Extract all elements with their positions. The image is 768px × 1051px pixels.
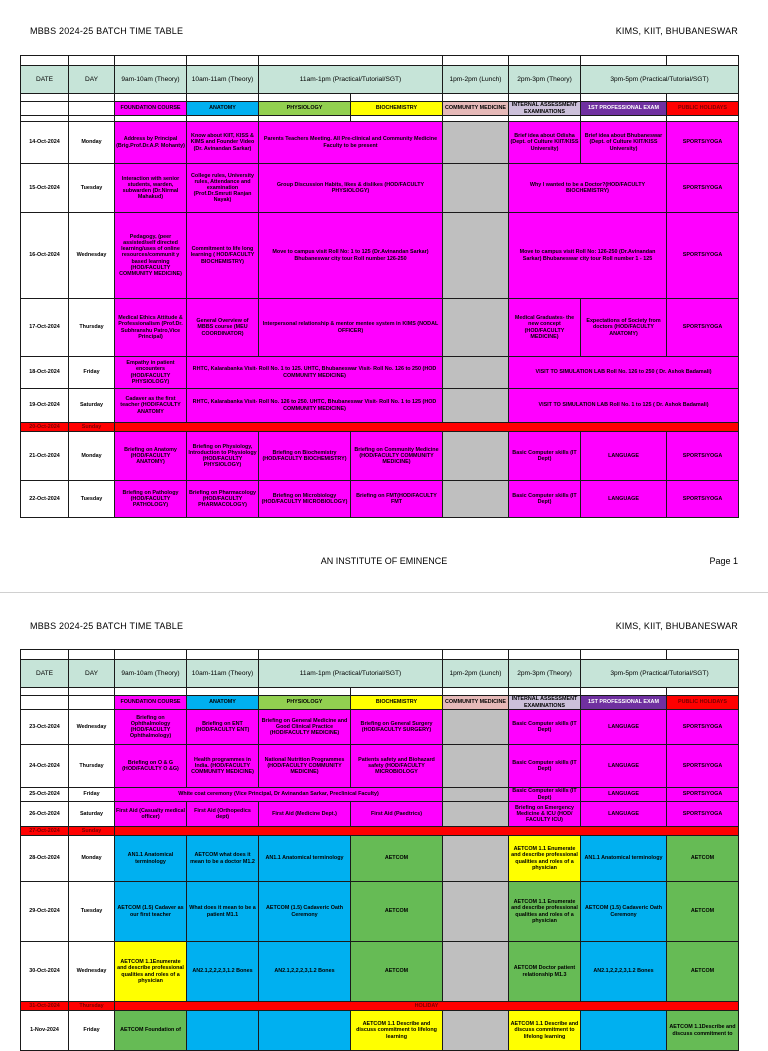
legend-physiology: PHYSIOLOGY <box>259 696 351 710</box>
session-cell: Know about KIIT, KISS & KIMS and Founder Video (Dr. Avinandan Sarkar) <box>187 122 259 164</box>
holiday-row <box>21 827 739 836</box>
session-cell: Basic Computer skills (IT Dept) <box>509 481 581 518</box>
table-row <box>21 745 739 788</box>
session-cell: Medical Ethics Attitude & Professionalism (Prof.Dr. Subhranshu Patro,Vice Principal) <box>115 299 187 357</box>
footer-tagline: AN INSTITUTE OF EMINENCE <box>320 556 448 566</box>
session-cell: AETCOM Doctor patient relationship M1.3 <box>509 942 581 1002</box>
session-cell: First Aid (Medicine Dept.) <box>259 802 351 827</box>
session-cell: Interpersonal relationship & mentor mentee system in KIMS (NODAL OFFICER) <box>259 299 443 357</box>
session-cell: AN2.1,2,2,2,3,1.2 Bones <box>187 942 259 1002</box>
timetable <box>20 649 739 1051</box>
table-row <box>21 299 739 357</box>
session-cell: SPORTS/YOGA <box>667 432 739 481</box>
session-cell <box>187 1011 259 1051</box>
session-cell: AETCOM 1.1Enumerate and describe professional qualities and roles of a physician <box>115 942 187 1002</box>
lunch-cell <box>443 802 509 827</box>
legend-biochemistry: BIOCHEMISTRY <box>351 102 443 116</box>
lunch-cell <box>443 299 509 357</box>
legend-row <box>21 102 739 116</box>
lunch-cell <box>443 432 509 481</box>
session-cell: SPORTS/YOGA <box>667 710 739 745</box>
legend-internal: INTERNAL ASSESSMENT EXAMINATIONS <box>509 696 581 710</box>
session-cell: AN1.1 Anatomical terminology <box>581 836 667 882</box>
session-cell: Patients safety and Biohazard safety (HOD/FACULTY MICROBIOLOGY <box>351 745 443 788</box>
session-cell: AETCOM (1.5) Cadaveric Oath Ceremony <box>581 882 667 942</box>
col-10am: 10am-11am (Theory) <box>187 66 259 94</box>
table-row <box>21 481 739 518</box>
date-cell: 31-Oct-2024 <box>21 1002 69 1011</box>
session-cell: White coat ceremony (Vice Principal, Dr Avinandan Sarkar, Preclinical Faculty) <box>115 788 443 802</box>
col-11am: 11am-1pm (Practical/Tutorial/SGT) <box>259 66 443 94</box>
column-header-row <box>21 66 739 94</box>
session-cell: VISIT TO SIMULATION LAB Roll No. 1 to 125 ( Dr. Ashok Badamali) <box>509 389 739 423</box>
table-row <box>21 389 739 423</box>
timetable-title: MBBS 2024-25 BATCH TIME TABLE <box>30 621 184 631</box>
day-cell: Saturday <box>69 389 115 423</box>
session-cell: AETCOM <box>667 836 739 882</box>
page-2 <box>0 592 768 1040</box>
date-cell: 30-Oct-2024 <box>21 942 69 1002</box>
session-cell: AETCOM 1.1 Enumerate and describe professional qualities and roles of a physician <box>509 836 581 882</box>
session-cell: Briefing on Community Medicine (HOD/FACULTY COMMUNITY MEDICINE) <box>351 432 443 481</box>
date-cell: 28-Oct-2024 <box>21 836 69 882</box>
session-cell: Briefing on Anatomy (HOD/FACULTY ANATOMY) <box>115 432 187 481</box>
date-cell: 1-Nov-2024 <box>21 1011 69 1051</box>
lunch-cell <box>443 357 509 389</box>
col-lunch: 1pm-2pm (Lunch) <box>443 660 509 688</box>
session-cell: Medical Graduates- the new concept (HOD/FACULTY MEDICINE) <box>509 299 581 357</box>
date-cell: 26-Oct-2024 <box>21 802 69 827</box>
legend-physiology: PHYSIOLOGY <box>259 102 351 116</box>
session-cell: RHTC, Kalarabanka Visit- Roll No. 1 to 125. UHTC, Bhubaneswar Visit- Roll No. 126 to 250 (HOD COMMUNITY MEDICINE) <box>187 357 443 389</box>
col-3pm: 3pm-5pm (Practical/Tutorial/SGT) <box>581 66 739 94</box>
session-cell: AETCOM 1.1 Enumerate and describe professional qualities and roles of a physician <box>509 882 581 942</box>
lunch-cell <box>443 942 509 1002</box>
date-cell: 15-Oct-2024 <box>21 164 69 213</box>
session-cell: SPORTS/YOGA <box>667 802 739 827</box>
lunch-cell <box>443 836 509 882</box>
session-cell: Empathy in patient encounters (HOD/FACULTY PHYSIOLOGY) <box>115 357 187 389</box>
col-date: DATE <box>21 66 69 94</box>
session-cell: Briefing on General Medicine and Good Clinical Practice (HOD/FACULTY MEDICINE) <box>259 710 351 745</box>
legend-internal: INTERNAL ASSESSMENT EXAMINATIONS <box>509 102 581 116</box>
session-cell: SPORTS/YOGA <box>667 481 739 518</box>
session-cell: AETCOM <box>351 836 443 882</box>
session-cell: Move to campus visit Roll No: 126-250 (Dr.Avinandan Sarkar) Bhubaneswar city tour Roll number 1 - 125 <box>509 213 667 299</box>
date-cell: 29-Oct-2024 <box>21 882 69 942</box>
session-cell: Briefing on Pathology (HOD/FACULTY PATHOLOGY) <box>115 481 187 518</box>
date-cell: 23-Oct-2024 <box>21 710 69 745</box>
date-cell: 27-Oct-2024 <box>21 827 69 836</box>
table-row <box>21 164 739 213</box>
day-cell: Sunday <box>69 827 115 836</box>
col-2pm: 2pm-3pm (Theory) <box>509 66 581 94</box>
session-cell: AETCOM <box>351 882 443 942</box>
session-cell: SPORTS/YOGA <box>667 213 739 299</box>
col-11am: 11am-1pm (Practical/Tutorial/SGT) <box>259 660 443 688</box>
day-cell: Friday <box>69 1011 115 1051</box>
session-cell: LANGUAGE <box>581 745 667 788</box>
session-cell <box>581 1011 667 1051</box>
session-cell: First Aid (Casualty medical officer) <box>115 802 187 827</box>
col-2pm: 2pm-3pm (Theory) <box>509 660 581 688</box>
session-cell: Address by Principal (Brig.Prof.Dr.A.P. Mohanty) <box>115 122 187 164</box>
lunch-cell <box>443 213 509 299</box>
table-row <box>21 942 739 1002</box>
session-cell: AN1.1 Anatomical terminology <box>115 836 187 882</box>
legend-community: COMMUNITY MEDICINE <box>443 696 509 710</box>
table-row <box>21 836 739 882</box>
date-cell: 16-Oct-2024 <box>21 213 69 299</box>
session-cell: AETCOM <box>351 942 443 1002</box>
session-cell: Pedagogy, (peer assisted/self directed learning/uses of online resources/communit y based learning (HOD/FACULTY COMMUNITY MEDICINE) <box>115 213 187 299</box>
day-cell: Sunday <box>69 423 115 432</box>
session-cell: College rules, University rules, Attendance and examination (Prof.Dr.Smruti Ranjan Nayak) <box>187 164 259 213</box>
table-row <box>21 1011 739 1051</box>
day-cell: Wednesday <box>69 213 115 299</box>
lunch-cell <box>443 1011 509 1051</box>
session-cell: SPORTS/YOGA <box>667 745 739 788</box>
holiday-row <box>21 1002 739 1011</box>
session-cell: Group Discussion Habits, likes & dislikes (HOD/FACULTY PHYSIOLOGY) <box>259 164 443 213</box>
legend-biochemistry: BIOCHEMISTRY <box>351 696 443 710</box>
session-cell: Brief idea about Odisha (Dept. of Culture KIIT/KISS University) <box>509 122 581 164</box>
day-cell: Wednesday <box>69 710 115 745</box>
session-cell: Interaction with senior students, warden, subwarden (Dr.Nirmal Mahakud) <box>115 164 187 213</box>
legend-foundation: FOUNDATION COURSE <box>115 696 187 710</box>
session-cell: Briefing on FMT(HOD/FACULTY FMT <box>351 481 443 518</box>
day-cell: Monday <box>69 122 115 164</box>
session-cell: AETCOM 1.1 Describe and discuss commitment to lifelong learning <box>509 1011 581 1051</box>
col-10am: 10am-11am (Theory) <box>187 660 259 688</box>
date-cell: 17-Oct-2024 <box>21 299 69 357</box>
col-day: DAY <box>69 66 115 94</box>
lunch-cell <box>443 788 509 802</box>
day-cell: Saturday <box>69 802 115 827</box>
session-cell: What does it mean to be a patient M1.1 <box>187 882 259 942</box>
day-cell: Thursday <box>69 745 115 788</box>
lunch-cell <box>443 481 509 518</box>
table-row <box>21 788 739 802</box>
date-cell: 21-Oct-2024 <box>21 432 69 481</box>
session-cell: Briefing on Physiology, Introduction to Physiology (HOD/FACULTY PHYSIOLOGY) <box>187 432 259 481</box>
day-cell: Tuesday <box>69 882 115 942</box>
session-cell: LANGUAGE <box>581 802 667 827</box>
session-cell: Briefing on ENT (HOD/FACULTY ENT) <box>187 710 259 745</box>
day-cell: Tuesday <box>69 481 115 518</box>
session-cell: AETCOM 1.1 Describe and discuss commitment to lifelong learning <box>351 1011 443 1051</box>
session-cell: LANGUAGE <box>581 710 667 745</box>
session-cell: Briefing on Emergency Medicine & ICU (HOD/ FACULTY ICU) <box>509 802 581 827</box>
table-row <box>21 802 739 827</box>
session-cell: Cadaver as the first teacher (HOD/FACULTY ANATOMY <box>115 389 187 423</box>
day-cell: Friday <box>69 357 115 389</box>
timetable <box>20 55 739 518</box>
holiday-label: HOLIDAY <box>115 1002 739 1011</box>
lunch-cell <box>443 164 509 213</box>
day-cell: Thursday <box>69 299 115 357</box>
table-row <box>21 122 739 164</box>
date-cell: 19-Oct-2024 <box>21 389 69 423</box>
session-cell: AETCOM (1.5) Cadaver as our first teacher <box>115 882 187 942</box>
lunch-cell <box>443 389 509 423</box>
session-cell: Basic Computer skills (IT Dept) <box>509 432 581 481</box>
legend-anatomy: ANATOMY <box>187 102 259 116</box>
session-cell: Why I wanted to be a Doctor?(HOD/FACULTY BIOCHEMISTRY) <box>509 164 667 213</box>
session-cell: Parents Teachers Meeting. All Pre-clinical and Community Medicine Faculty to be present <box>259 122 443 164</box>
session-cell: Basic Computer skills (IT Dept) <box>509 788 581 802</box>
institute-name: KIMS, KIIT, BHUBANESWAR <box>615 26 738 36</box>
session-cell: VISIT TO SIMULATION LAB Roll No. 126 to 250 ( Dr. Ashok Badamali) <box>509 357 739 389</box>
session-cell: AETCOM (1.5) Cadaveric Oath Ceremony <box>259 882 351 942</box>
legend-first-exam: 1ST PROFESSIONAL EXAM <box>581 102 667 116</box>
lunch-cell <box>443 710 509 745</box>
col-day: DAY <box>69 660 115 688</box>
session-cell: AN2.1,2,2,2,3,1.2 Bones <box>259 942 351 1002</box>
session-cell: AETCOM <box>667 942 739 1002</box>
session-cell: AN1.1 Anatomical terminology <box>259 836 351 882</box>
session-cell: Basic Computer skills (IT Dept) <box>509 745 581 788</box>
date-cell: 22-Oct-2024 <box>21 481 69 518</box>
session-cell: National Nutrition Programmes (HOD/FACULTY COMMUNITY MEDICINE) <box>259 745 351 788</box>
day-cell: Tuesday <box>69 164 115 213</box>
session-cell: AN2.1,2,2,2,3,1.2 Bones <box>581 942 667 1002</box>
session-cell: Commitment to life long learning ( HOD/FACULTY BIOCHEMISTRY) <box>187 213 259 299</box>
col-9am: 9am-10am (Theory) <box>115 66 187 94</box>
session-cell <box>259 1011 351 1051</box>
lunch-cell <box>443 882 509 942</box>
lunch-cell <box>443 122 509 164</box>
session-cell: SPORTS/YOGA <box>667 788 739 802</box>
date-cell: 18-Oct-2024 <box>21 357 69 389</box>
session-cell: First Aid (Orthopedics dept) <box>187 802 259 827</box>
session-cell: First Aid (Paedtrics) <box>351 802 443 827</box>
table-row <box>21 882 739 942</box>
col-3pm: 3pm-5pm (Practical/Tutorial/SGT) <box>581 660 739 688</box>
session-cell: LANGUAGE <box>581 788 667 802</box>
session-cell: SPORTS/YOGA <box>667 164 739 213</box>
day-cell: Monday <box>69 432 115 481</box>
session-cell: Health programmes in India. (HOD/FACULTY COMMUNITY MEDICINE) <box>187 745 259 788</box>
session-cell: Briefing on Microbiology (HOD/FACULTY MICROBIOLOGY) <box>259 481 351 518</box>
timetable-title: MBBS 2024-25 BATCH TIME TABLE <box>30 26 184 36</box>
table-row <box>21 432 739 481</box>
session-cell: General Overview of MBBS course (MEU COORDINATOR) <box>187 299 259 357</box>
table-row <box>21 710 739 745</box>
holiday-row <box>21 423 739 432</box>
date-cell: 24-Oct-2024 <box>21 745 69 788</box>
day-cell: Wednesday <box>69 942 115 1002</box>
legend-row <box>21 696 739 710</box>
session-cell: AETCOM what does it mean to be a doctor M1.2 <box>187 836 259 882</box>
col-lunch: 1pm-2pm (Lunch) <box>443 66 509 94</box>
session-cell: SPORTS/YOGA <box>667 122 739 164</box>
session-cell: Basic Computer skills (IT Dept) <box>509 710 581 745</box>
legend-first-exam: 1ST PROFESSIONAL EXAM <box>581 696 667 710</box>
session-cell: SPORTS/YOGA <box>667 299 739 357</box>
session-cell: Briefing on General Surgery (HOD/FACULTY SURGERY) <box>351 710 443 745</box>
session-cell: Briefing on Ophthalmology (HOD/FACULTY Ophthalmology) <box>115 710 187 745</box>
table-row <box>21 357 739 389</box>
date-cell: 25-Oct-2024 <box>21 788 69 802</box>
session-cell: AETCOM Foundation of <box>115 1011 187 1051</box>
session-cell: AETCOM <box>667 882 739 942</box>
lunch-cell <box>443 745 509 788</box>
date-cell: 20-Oct-2024 <box>21 423 69 432</box>
date-cell: 14-Oct-2024 <box>21 122 69 164</box>
session-cell: Briefing on Pharmacology (HOD/FACULTY PHARMACOLOGY) <box>187 481 259 518</box>
legend-community: COMMUNITY MEDICINE <box>443 102 509 116</box>
session-cell: Briefing on O & G (HOD/FACULTY O &G) <box>115 745 187 788</box>
col-date: DATE <box>21 660 69 688</box>
day-cell: Friday <box>69 788 115 802</box>
session-cell: LANGUAGE <box>581 481 667 518</box>
session-cell: Briefing on Biochemistry (HOD/FACULTY BIOCHEMISTRY) <box>259 432 351 481</box>
legend-anatomy: ANATOMY <box>187 696 259 710</box>
institute-name: KIMS, KIIT, BHUBANESWAR <box>615 621 738 631</box>
table-row <box>21 213 739 299</box>
session-cell: RHTC, Kalarabanka Visit- Roll No. 126 to 250. UHTC, Bhubaneswar Visit- Roll No. 1 to 125 (HOD COMMUNITY MEDICINE) <box>187 389 443 423</box>
day-cell: Monday <box>69 836 115 882</box>
legend-holidays: PUBLIC HOLIDAYS <box>667 102 739 116</box>
col-9am: 9am-10am (Theory) <box>115 660 187 688</box>
legend-foundation: FOUNDATION COURSE <box>115 102 187 116</box>
page-number: Page 1 <box>709 556 738 566</box>
legend-holidays: PUBLIC HOLIDAYS <box>667 696 739 710</box>
session-cell: Expectations of Society from doctors (HOD/FACULTY ANATOMY) <box>581 299 667 357</box>
session-cell: AETCOM 1.1Describe and discuss commitment to <box>667 1011 739 1051</box>
session-cell: Move to campus visit Roll No: 1 to 125 (Dr.Avinandan Sarkar) Bhubaneswar city tour Roll number 126-250 <box>259 213 443 299</box>
session-cell: Brief idea about Bhubaneswar (Dept. of Culture KIIT/KISS University) <box>581 122 667 164</box>
session-cell: LANGUAGE <box>581 432 667 481</box>
column-header-row <box>21 660 739 688</box>
day-cell: Thursday <box>69 1002 115 1011</box>
